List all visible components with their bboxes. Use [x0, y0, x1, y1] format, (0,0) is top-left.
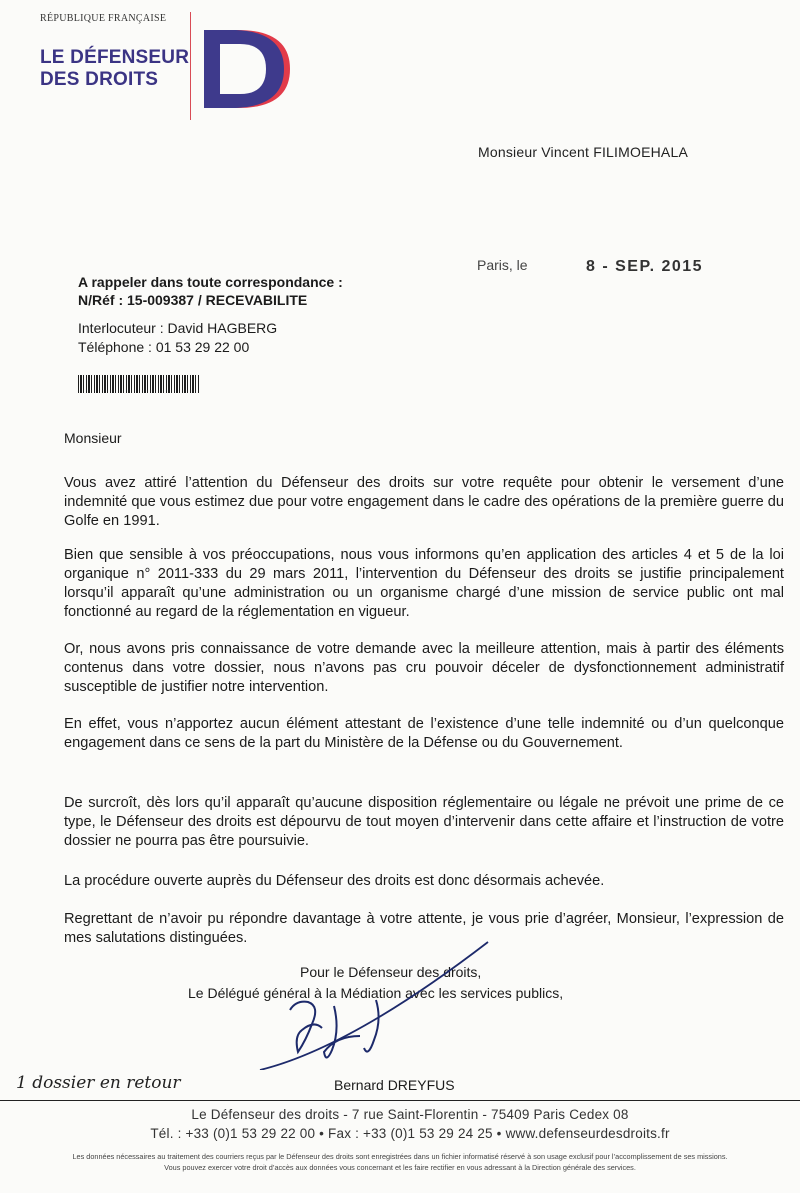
body-paragraph-6: La procédure ouverte auprès du Défenseur des droits est donc désormais achevée.	[64, 873, 605, 889]
footer-address: Le Défenseur des droits - 7 rue Saint-Florentin - 75409 Paris Cedex 08	[191, 1107, 629, 1122]
body-paragraph-3: Or, nous avons pris connaissance de votre demande avec la meilleure attention, mais à partir des éléments contenus dans votre dossier, nous n’avons pas cru pouvoir déceler de dysfonctionnement administratif susceptible de justifier notre intervention.	[64, 641, 784, 695]
footer-divider	[0, 1100, 800, 1101]
reference-number: N/Réf : 15-009387 / RECEVABILITE	[78, 292, 308, 308]
defenseur-logo-icon	[204, 30, 290, 108]
interlocutor: Interlocuteur : David HAGBERG	[78, 320, 278, 336]
barcode-icon	[78, 375, 200, 393]
date-label: Paris, le	[477, 257, 528, 273]
handwritten-note	[12, 1067, 192, 1097]
republique-francaise-label: RÉPUBLIQUE FRANÇAISE	[40, 13, 167, 24]
date-stamp: 8 - SEP. 2015	[586, 258, 704, 275]
footer-contact: Tél. : +33 (0)1 53 29 22 00 • Fax : +33 (0)1 53 29 24 25 • www.defenseurdesdroits.fr	[150, 1126, 670, 1141]
reference-title: A rappeler dans toute correspondance :	[78, 274, 343, 290]
handwritten-signature-icon	[250, 940, 490, 1070]
body-paragraph-1: Vous avez attiré l’attention du Défenseur des droits sur votre requête pour obtenir le versement d’une indemnité que vous estimez due pour votre engagement dans le cadre des opérations de la première guerre du Golfe en 1991.	[64, 475, 784, 529]
closing-line-2: Le Délégué général à la Médiation avec les services publics,	[188, 985, 564, 1001]
body-paragraph-2: Bien que sensible à vos préoccupations, nous vous informons qu’en application des articles 4 et 5 de la loi organique n° 2011-333 du 29 mars 2011, l’intervention du Défenseur des droits se justifie principalement lorsqu’il apparaît qu’une administration ou un organisme chargé d’une mission de service public ont mal fonctionné au regard de la réglementation en vigueur.	[64, 547, 784, 620]
recipient-name: Monsieur Vincent FILIMOEHALA	[478, 144, 688, 160]
body-paragraph-4: En effet, vous n’apportez aucun élément attestant de l’existence d’une telle indemnité ou d’un quelconque engagement dans ce sens de la part du Ministère de la Défense ou du Gouvernement.	[64, 716, 784, 751]
logo-divider	[190, 12, 191, 120]
body-paragraph-7: Regrettant de n’avoir pu répondre davantage à votre attente, je vous prie d’agréer, Monsieur, l’expression de mes salutations distinguées.	[64, 911, 784, 946]
signer-name: Bernard DREYFUS	[334, 1077, 455, 1093]
org-name-line1: LE DÉFENSEUR	[40, 47, 190, 68]
closing-line-1: Pour le Défenseur des droits,	[300, 964, 482, 980]
org-name-line2: DES DROITS	[40, 69, 159, 90]
phone-number: Téléphone : 01 53 29 22 00	[78, 339, 250, 355]
body-paragraph-5: De surcroît, dès lors qu’il apparaît qu’aucune disposition réglementaire ou légale ne prévoit une prime de ce type, le Défenseur des droits est dépourvu de tout moyen d’intervenir dans cette affaire et l’instruction de votre dossier ne pourra pas être poursuivie.	[64, 795, 784, 849]
footer-legal-note-2: Vous pouvez exercer votre droit d’accès aux données vous concernant et les faire rectifier en vous adressant à la Direction générale des services.	[164, 1163, 636, 1172]
handwritten-note-text: 1 dossier en retour	[16, 1073, 181, 1093]
salutation: Monsieur	[64, 430, 122, 446]
footer-legal-note-1: Les données nécessaires au traitement des courriers reçus par le Défenseur des droits sont enregistrées dans un fichier informatisé réservé à son usage exclusif pour l’accomplissement de ses missions.	[72, 1152, 728, 1161]
